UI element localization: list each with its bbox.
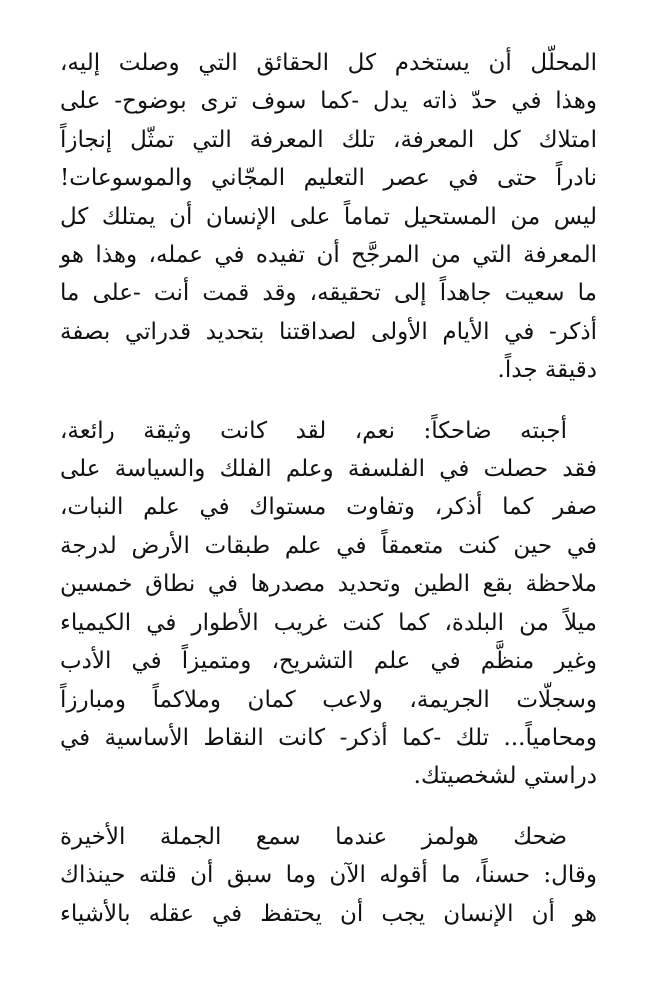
text-line: في حين كنت متعمقاً في علم طبقات الأرض لدرجة [60, 532, 597, 559]
text-line: امتلاك كل المعرفة، تلك المعرفة التي تمثّل إنجازاً [60, 126, 597, 153]
text-line: أذكر- في الأيام الأولى لصداقتنا بتحديد قدراتي بصفة [60, 318, 597, 345]
paragraph-2 [60, 412, 597, 796]
text-line: نادراً حتى في عصر التعليم المجّاني والموسوعات! [60, 165, 597, 192]
paragraph-3 [60, 818, 597, 933]
text-line: وغير منظَّم في علم التشريح، ومتميزاً في الأدب [60, 648, 597, 675]
text-line: هو أن الإنسان يجب أن يحتفظ في عقله بالأشياء [60, 900, 597, 927]
text-line: دقيقة جداً. [497, 357, 597, 384]
text-line: دراستي لشخصيتك. [413, 763, 597, 790]
text-line: ليس من المستحيل تماماً على الإنسان أن يمتلك كل [60, 203, 597, 230]
text-line: وهذا في حدّ ذاته يدل -كما سوف ترى بوضوح- على [60, 88, 597, 115]
paragraph-1 [60, 44, 597, 390]
text-line: ومحامياً... تلك -كما أذكر- كانت النقاط الأساسية في [60, 724, 597, 751]
text-line: المحلّل أن يستخدم كل الحقائق التي وصلت إليه، [60, 50, 597, 76]
text-line: وقال: حسناً، ما أقوله الآن وما سبق أن قلته حينذاك [60, 862, 597, 889]
text-line: ضحك هولمز عندما سمع الجملة الأخيرة [60, 823, 567, 850]
text-line: المعرفة التي من المرجَّح أن تفيده في عمله، وهذا هو [60, 242, 597, 269]
text-line: صفر كما أذكر، وتفاوت مستواك في علم النبات، [60, 494, 597, 521]
text-line: ميلاً من البلدة، كما كنت غريب الأطوار في الكيمياء [60, 609, 597, 636]
text-line: فقد حصلت في الفلسفة وعلم الفلك والسياسة على [60, 456, 597, 483]
text-line: ما سعيت جاهداً إلى تحقيقه، وقد قمت أنت -على ما [60, 280, 597, 307]
text-line: وسجلّات الجريمة، ولاعب كمان وملاكماً ومبارزاً [60, 686, 597, 713]
page-text [60, 44, 597, 933]
text-line: ملاحظة بقع الطين وتحديد مصدرها في نطاق خمسين [60, 571, 597, 598]
text-line: أجبته ضاحكاً: نعم، لقد كانت وثيقة رائعة، [60, 417, 567, 444]
